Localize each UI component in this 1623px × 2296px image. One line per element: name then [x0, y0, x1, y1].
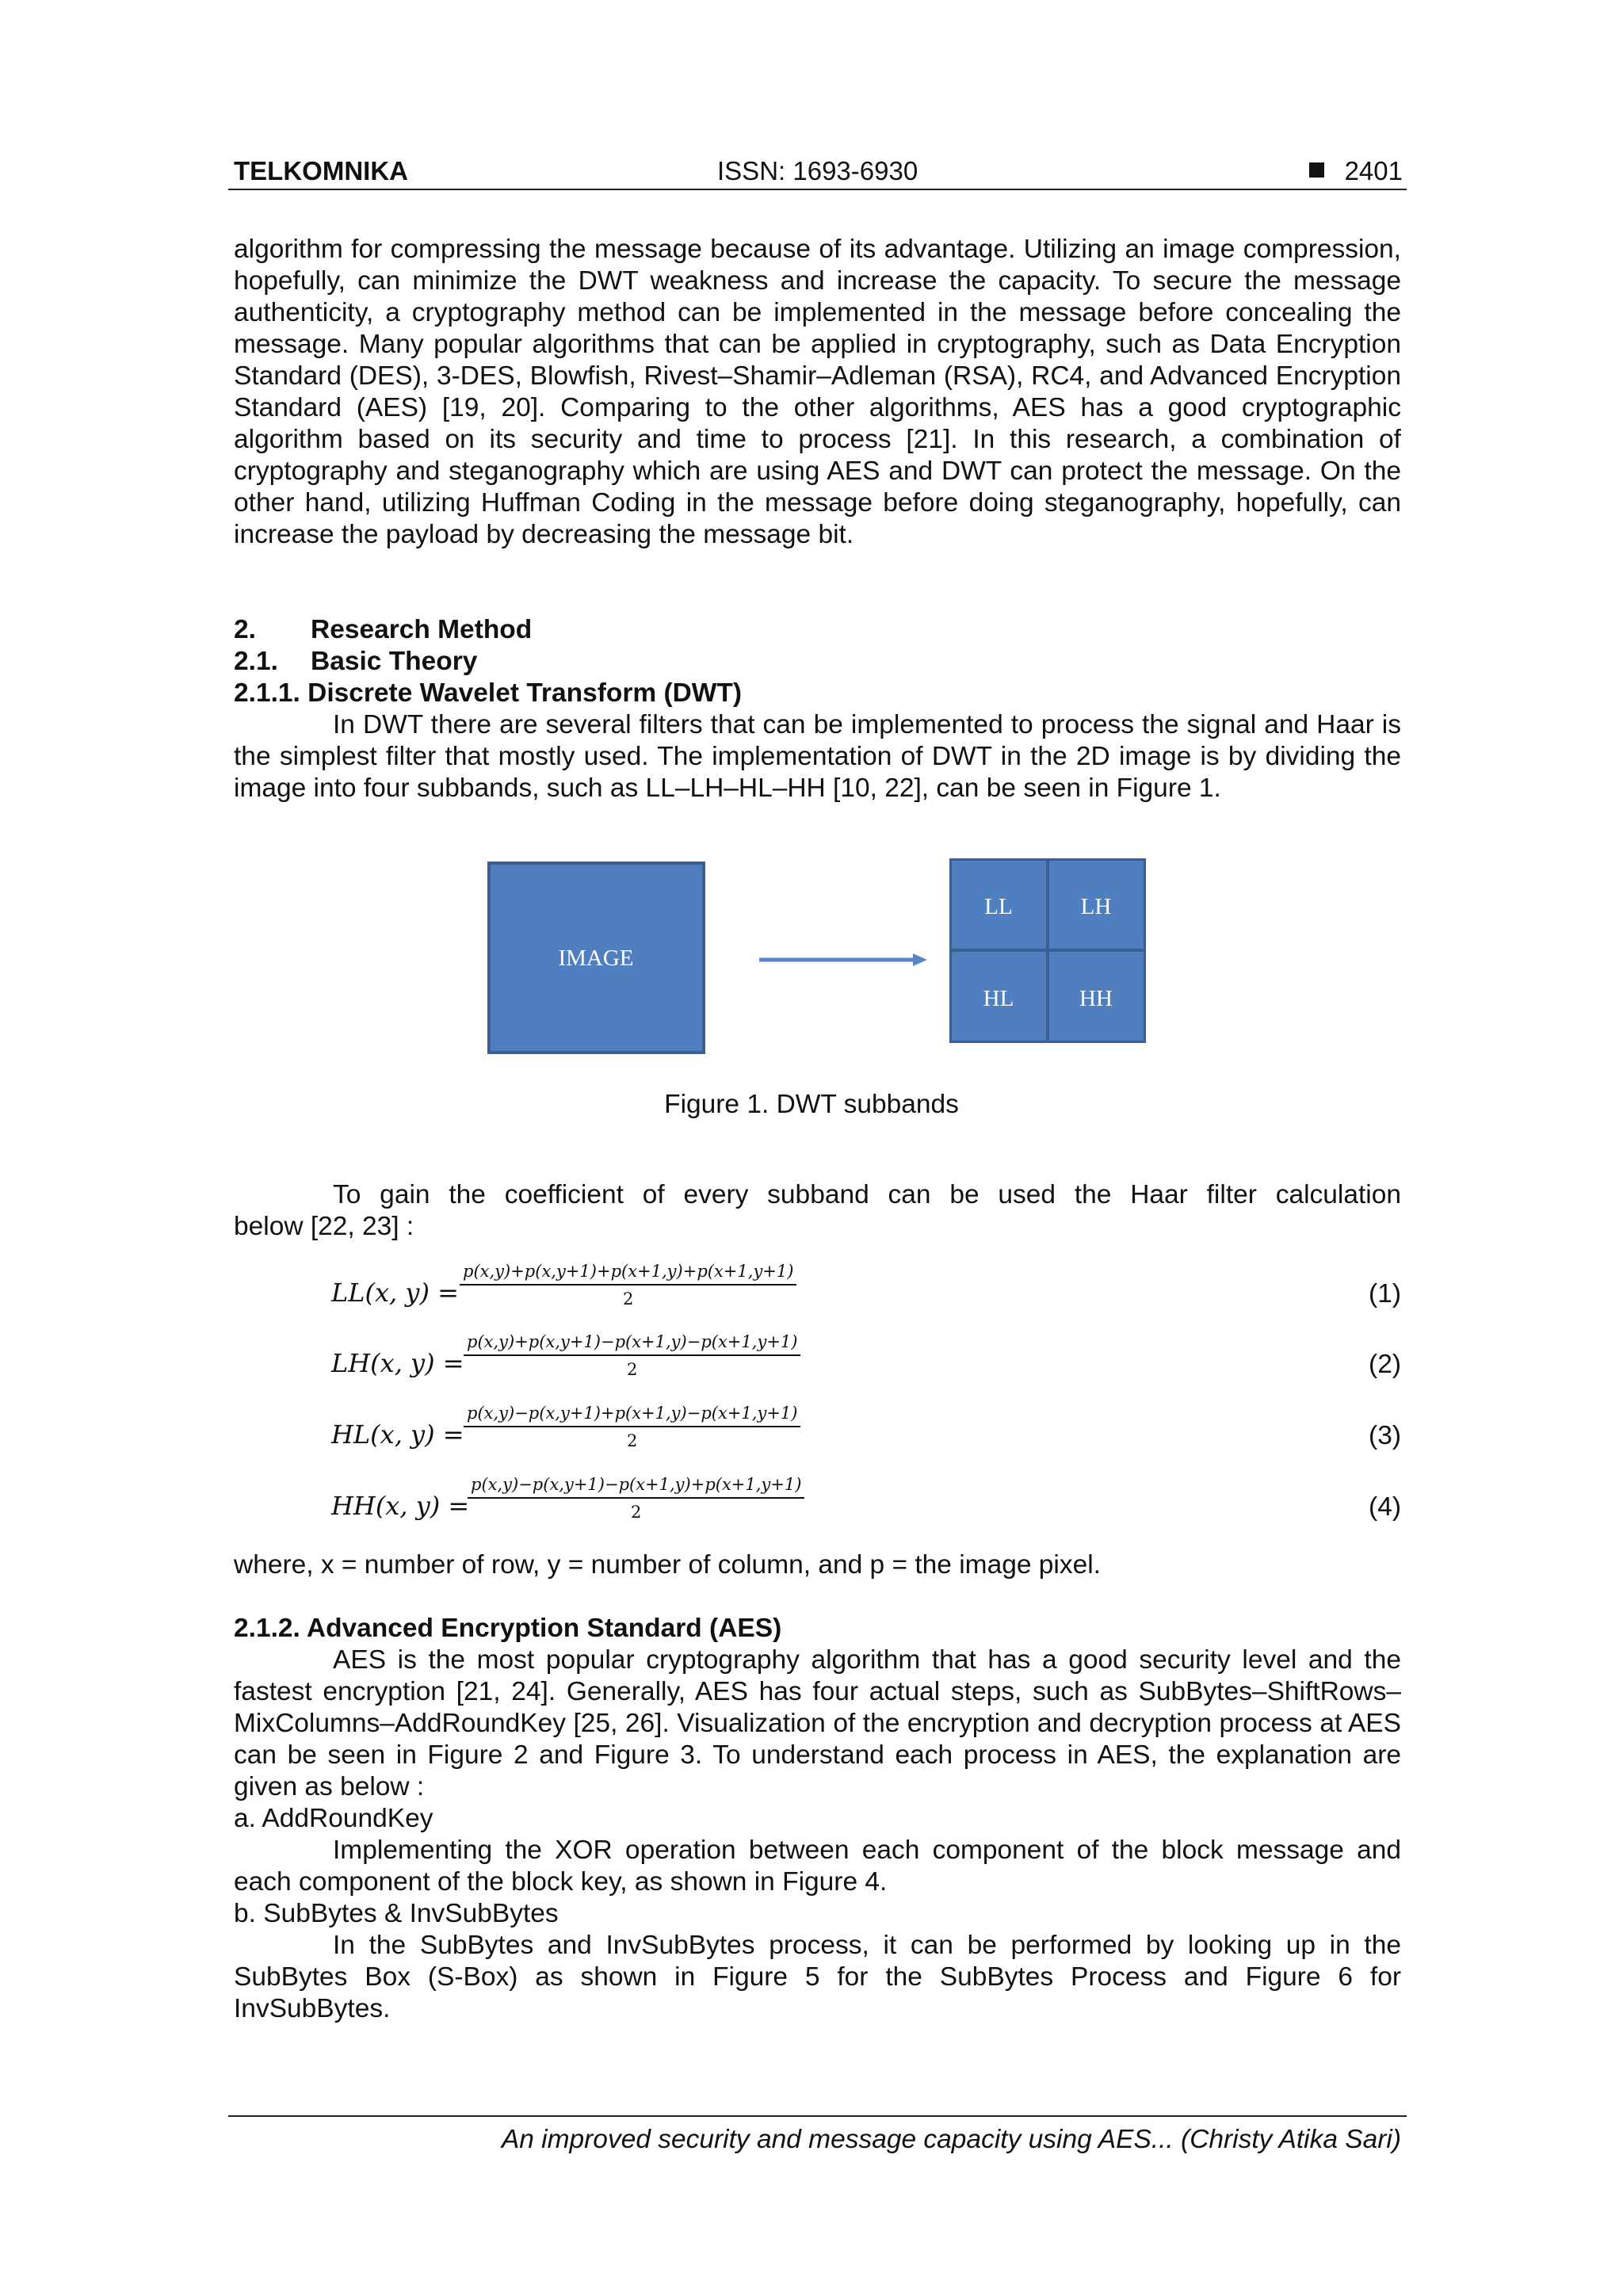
aes-paragraph: AES is the most popular cryptography algorithm that has a good security level and the fastest encryption [21, 24]. Generally, AES has four actual steps, such as SubBytes–ShiftRows–MixColumns–AddRoundKey [25, 26]. Visualization of the encryption and decryption process at AES can be seen in Figure 2 and Figure 3. To understand each process in AES, the explanation are given as below : — [234, 1645, 1401, 1801]
section-heading-2: 2. Research Method — [234, 615, 533, 644]
section-heading-2-1-2: 2.1.2. Advanced Encryption Standard (AES) — [234, 1614, 782, 1643]
item-a-text: Implementing the XOR operation between each component of the block message and each component of the block key, as shown in Figure 4. — [234, 1836, 1401, 1897]
equation-fraction: $\frac{p(x,y)+p(x,y+1)-p(x+1,y)-p(x+1,y+1)}{2}$ — [464, 1332, 800, 1379]
item-a — [234, 1803, 1401, 1898]
equation-lhs: HH(x, y) = — [331, 1491, 470, 1521]
item-a-title: a. AddRoundKey — [234, 1804, 433, 1833]
issn: ISSN: 1693-6930 — [717, 156, 918, 185]
subband-hh-label: HH — [1079, 986, 1113, 1011]
equation-lhs: LL(x, y) = — [331, 1278, 459, 1308]
item-b — [234, 1898, 1401, 2025]
square-bullet-icon — [1309, 162, 1324, 178]
equation-fraction: $\frac{p(x,y)-p(x,y+1)-p(x+1,y)+p(x+1,y+1)}{2}$ — [468, 1475, 804, 1522]
subband-ll-label: LL — [984, 894, 1013, 919]
equation-fraction: $\frac{p(x,y)-p(x,y+1)+p(x+1,y)-p(x+1,y+1)}{2}$ — [464, 1404, 800, 1450]
arrow-right-icon — [913, 953, 927, 966]
equation-4 — [331, 1475, 1401, 1538]
footer-rule — [228, 2115, 1407, 2117]
running-footer: An improved security and message capacity using AES... (Christy Atika Sari) — [501, 2125, 1401, 2154]
item-b-text: In the SubBytes and InvSubBytes process, it can be performed by looking up in the SubBytes Box (S-Box) as shown in Figure 5 for the SubBytes Process and Figure 6 for InvSubBytes. — [234, 1931, 1401, 2023]
subband-hl-label: HL — [983, 986, 1014, 1011]
equation-label: (2) — [1369, 1350, 1401, 1379]
equation-2 — [331, 1332, 1401, 1396]
section-heading-2-1-1: 2.1.1. Discrete Wavelet Transform (DWT) — [234, 678, 743, 708]
equation-lhs: HL(x, y) = — [331, 1419, 464, 1450]
subband-lh-label: LH — [1080, 894, 1112, 919]
image-box-label: IMAGE — [558, 946, 634, 971]
equation-label: (1) — [1369, 1279, 1401, 1308]
where-line: where, x = number of row, y = number of column, and p = the image pixel. — [234, 1550, 1101, 1580]
equation-fraction: $\frac{p(x,y)+p(x,y+1)+p(x+1,y)+p(x+1,y+1)}{2}$ — [460, 1262, 796, 1308]
intro-paragraph: algorithm for compressing the message because of its advantage. Utilizing an image compression, hopefully, can minimize the DWT weakness and increase the capacity. To secure the message authenticity, a cryptography method can be implemented in the message before concealing the message. Many popular algorithms that can be applied in cryptography, such as Data Encryption Standard (DES), 3-DES, Blowfish, Rivest–Shamir–Adleman (RSA), RC4, and Advanced Encryption Standard (AES) [19, 20]. Comparing to the other algorithms, AES has a good cryptographic algorithm based on its security and time to process [21]. In this research, a combination of cryptography and steganography which are using AES and DWT can protect the message. On the other hand, utilizing Huffman Coding in the message before doing steganography, hopefully, can increase the payload by decreasing the message bit. — [234, 235, 1401, 549]
figure-1-diagram — [475, 848, 1165, 1062]
equation-label: (3) — [1369, 1421, 1401, 1450]
equation-1 — [331, 1262, 1401, 1325]
equation-label: (4) — [1369, 1492, 1401, 1522]
figure-1-caption: Figure 1. DWT subbands — [664, 1090, 959, 1119]
equation-3 — [331, 1404, 1401, 1467]
journal-name: TELKOMNIKA — [234, 156, 408, 185]
header-rule — [228, 189, 1407, 190]
item-b-title: b. SubBytes & InvSubBytes — [234, 1899, 559, 1928]
page-number: 2401 — [1344, 156, 1403, 185]
page-number-block — [1309, 155, 1403, 187]
section-heading-2-1: 2.1. Basic Theory — [234, 647, 478, 676]
equation-lhs: LH(x, y) = — [331, 1348, 464, 1378]
haar-intro: To gain the coefficient of every subband can be used the Haar filter calculation below [22, 23] : — [234, 1180, 1401, 1241]
dwt-paragraph: In DWT there are several filters that can be implemented to process the signal and Haar is the simplest filter that mostly used. The implementation of DWT in the 2D image is by dividing the image into four subbands, such as LL–LH–HL–HH [10, 22], can be seen in Figure 1. — [234, 710, 1401, 803]
